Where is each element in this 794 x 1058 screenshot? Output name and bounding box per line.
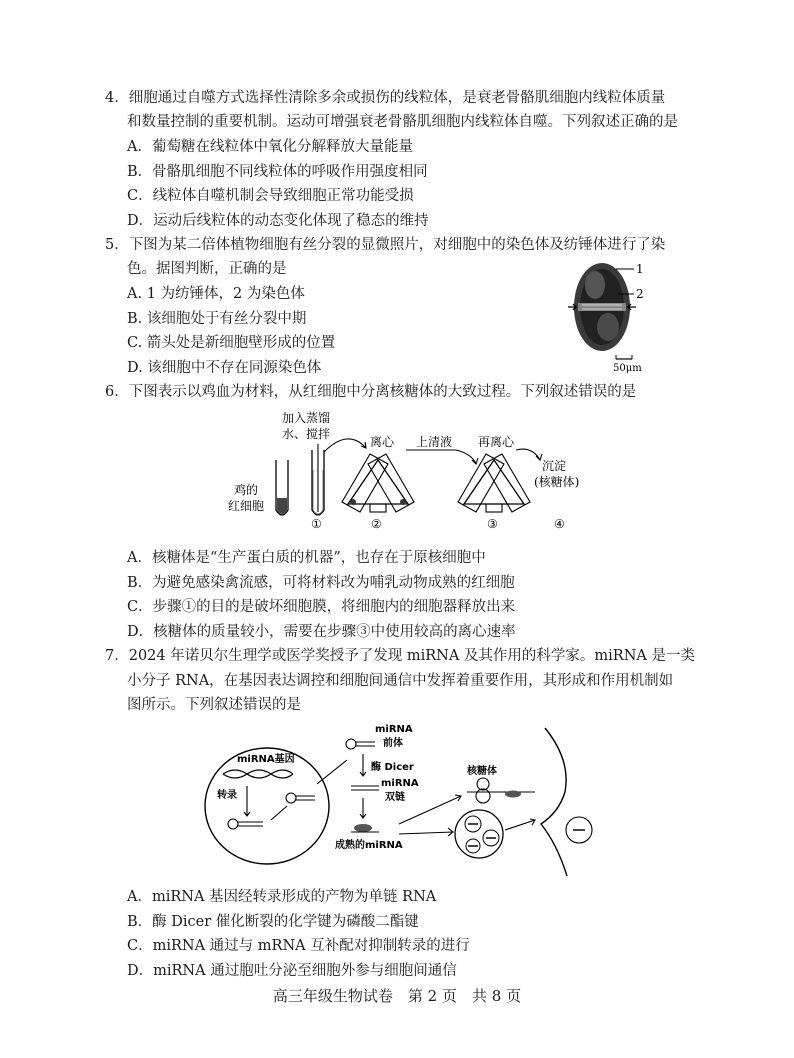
add-water-label-2: 水、搅拌 <box>282 427 331 441</box>
q6-stem: 6．下图表示以鸡血为材料，从红细胞中分离核糖体的大致过程。下列叙述错误的是 <box>105 384 637 400</box>
duplex-label-2: 双链 <box>385 792 405 803</box>
transcription-label: 转录 <box>217 790 237 801</box>
ribosome-label: 核糖体 <box>467 766 497 777</box>
q6-option-a: A．核糖体是“生产蛋白质的机器”，也存在于原核细胞中 <box>127 550 486 566</box>
step2-label: ② <box>371 517 382 531</box>
recentrifuge-label: 再离心 <box>478 435 515 449</box>
page-footer: 高三年级生物试卷 第 2 页 共 8 页 <box>272 987 522 1005</box>
q4-stem-line2: 和数量控制的重要机制。运动可增强衰老骨骼肌细胞内线粒体自噬。下列叙述正确的是 <box>127 114 678 130</box>
precursor-label-1: miRNA <box>375 724 413 735</box>
centrifuge-label: 离心 <box>370 435 395 449</box>
sediment-label-2: (核糖体) <box>534 475 580 489</box>
step1-label: ① <box>311 517 322 531</box>
q5-stem-line1: 5．下图为某二倍体植物细胞有丝分裂的显微照片，对细胞中的染色体及纺锤体进行了染 <box>105 237 666 253</box>
precursor-hairpin <box>346 739 375 749</box>
step3-label: ③ <box>487 517 498 531</box>
q5-stem-line2: 色。据图判断，正确的是 <box>127 261 287 277</box>
label-2: 2 <box>636 287 644 301</box>
step4-label: ④ <box>554 517 565 531</box>
q5-option-c: C. 箭头处是新细胞壁形成的位置 <box>127 335 336 351</box>
q7-mirna-diagram <box>195 720 615 880</box>
q4-option-c: C．线粒体自噬机制会导致细胞正常功能受损 <box>127 188 414 204</box>
sediment-label-1: 沉淀 <box>542 459 567 473</box>
mature-label: 成熟的miRNA <box>335 840 403 851</box>
q5-option-b: B. 该细胞处于有丝分裂中期 <box>127 311 307 327</box>
q7-stem-line2: 小分子 RNA，在基因表达调控和细胞间通信中发挥着重要作用，其形成和作用机制如 <box>127 673 674 689</box>
q6-option-b: B．为避免感染禽流感，可将材料改为哺乳动物成熟的红细胞 <box>127 575 515 591</box>
q4-option-d: D．运动后线粒体的动态变化体现了稳态的维持 <box>127 213 429 229</box>
label-1: 1 <box>636 262 644 276</box>
q5-option-d: D. 该细胞中不存在同源染色体 <box>127 360 322 376</box>
chicken-label-2: 红细胞 <box>228 499 265 513</box>
chicken-label-1: 鸡的 <box>234 483 259 497</box>
add-water-label-1: 加入蒸馏 <box>282 411 331 425</box>
cell-image <box>574 263 630 351</box>
q7-stem-line1: 7．2024 年诺贝尔生理学或医学奖授予了发现 miRNA 及其作用的科学家。miRNA 是一类 <box>105 648 695 664</box>
q6-option-c: C．步骤①的目的是破坏细胞膜，将细胞内的细胞器释放出来 <box>127 599 516 615</box>
cell-membrane <box>541 728 567 876</box>
q4-stem-line1: 4．细胞通过自噬方式选择性清除多余或损伤的线粒体，是衰老骨骼肌细胞内线粒体质量 <box>105 90 666 106</box>
q7-option-a: A．miRNA 基因经转录形成的产物为单链 RNA <box>127 889 437 905</box>
q6-option-d: D．核糖体的质量较小，需要在步骤③中使用较高的离心速率 <box>127 624 516 640</box>
q4-option-a: A．葡萄糖在线粒体中氧化分解释放大量能量 <box>127 139 413 155</box>
q7-option-c: C．miRNA 通过与 mRNA 互补配对抑制转录的进行 <box>127 938 470 954</box>
duplex-label-1: miRNA <box>381 778 419 789</box>
nucleus <box>205 748 329 864</box>
q4-option-b: B．骨骼肌细胞不同线粒体的呼吸作用强度相同 <box>127 164 428 180</box>
vesicle <box>455 810 503 858</box>
scale-label: 50μm <box>613 363 642 374</box>
gene-label: miRNA基因 <box>237 754 295 765</box>
duplex <box>351 786 379 790</box>
q7-stem-line3: 图所示。下列叙述错误的是 <box>127 697 301 713</box>
hairpin-rna-1 <box>228 819 263 829</box>
centrifuge-2 <box>458 454 530 512</box>
supernatant-label: 上清液 <box>416 435 453 449</box>
enzyme-label: 酶 Dicer <box>371 762 414 773</box>
dna-icon <box>223 770 293 778</box>
precursor-label-2: 前体 <box>383 738 403 749</box>
q6-centrifuge-diagram <box>220 410 620 538</box>
q5-option-a: A. 1 为纺锤体，2 为染色体 <box>127 286 305 302</box>
ribosome-icon <box>467 778 535 803</box>
tube-red-cells <box>276 460 288 515</box>
q5-micrograph <box>560 255 670 375</box>
exosome <box>566 817 592 843</box>
q7-option-d: D．miRNA 通过胞吐分泌至细胞外参与细胞间通信 <box>127 963 457 979</box>
hairpin-rna-2 <box>286 793 315 803</box>
mature-mirna <box>351 824 379 832</box>
q7-option-b: B．酶 Dicer 催化断裂的化学键为磷酸二酯键 <box>127 914 419 930</box>
centrifuge-1 <box>342 454 414 512</box>
tube-step1 <box>312 444 324 515</box>
